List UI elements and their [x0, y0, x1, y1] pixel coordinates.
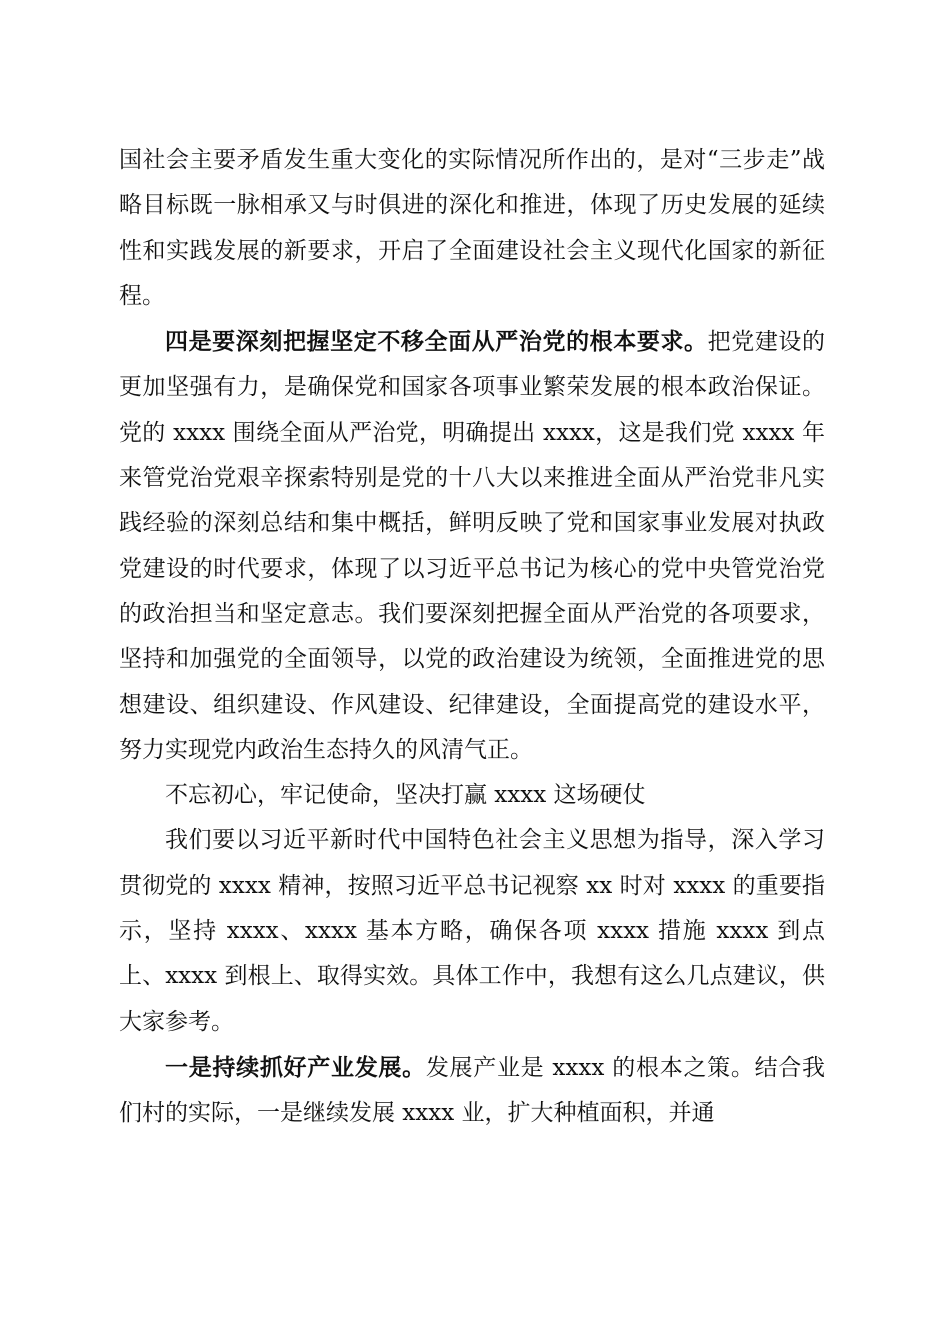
paragraph-industry-development [119, 1045, 825, 1137]
paragraph-guidance [119, 818, 825, 1044]
paragraph-text: 把党建设的更加坚强有力，是确保党和国家各项事业繁荣发展的根本政治保证。党的 xxxx 围绕全面从严治党，明确提出 xxxx，这是我们党 xxxx 年来管党治党艰辛探索特别是党的十八大以来推进全面从严治党非凡实践经验的深刻总结和集中概括，鲜明反映了党和国家事业发展对执政党建设的时代要求，体现了以习近平总书记为核心的党中央管党治党的政治担当和坚定意志。我们要深刻把握全面从严治党的各项要求，坚持和加强党的全面领导，以党的政治建设为统领，全面推进党的思想建设、组织建设、作风建设、纪律建设，全面提高党的建设水平，努力实现党内政治生态持久的风清气正。 [119, 329, 826, 763]
paragraph-lead-heading: 四是要深刻把握坚定不移全面从严治党的根本要求。 [165, 328, 708, 356]
paragraph-lead-heading: 一是持续抓好产业发展。 [165, 1053, 426, 1081]
paragraph-party-governance [119, 319, 825, 773]
paragraph-continued [119, 138, 825, 319]
document-body [119, 138, 825, 1137]
paragraph-text: 我们要以习近平新时代中国特色社会主义思想为指导，深入学习贯彻党的 xxxx 精神，按照习近平总书记视察 xx 时对 xxxx 的重要指示，坚持 xxxx、xxxx 基本方略，确保各项 xxxx 措施 xxxx 到点上、xxxx 到根上、取得实效。具体工作中，我想有这么几点建议，供大家参考。 [119, 827, 825, 1035]
paragraph-text: 发展产业是 xxxx 的根本之策。结合我们村的实际，一是继续发展 xxxx 业，扩大种植面积，并通 [119, 1054, 825, 1127]
section-heading [119, 773, 825, 818]
paragraph-text: 国社会主要矛盾发生重大变化的实际情况所作出的，是对“三步走”战略目标既一脉相承又与时俱进的深化和推进，体现了历史发展的延续性和实践发展的新要求，开启了全面建设社会主义现代化国家的新征程。 [119, 147, 825, 309]
section-heading-text: 不忘初心，牢记使命，坚决打赢 xxxx 这场硬仗 [165, 782, 646, 809]
